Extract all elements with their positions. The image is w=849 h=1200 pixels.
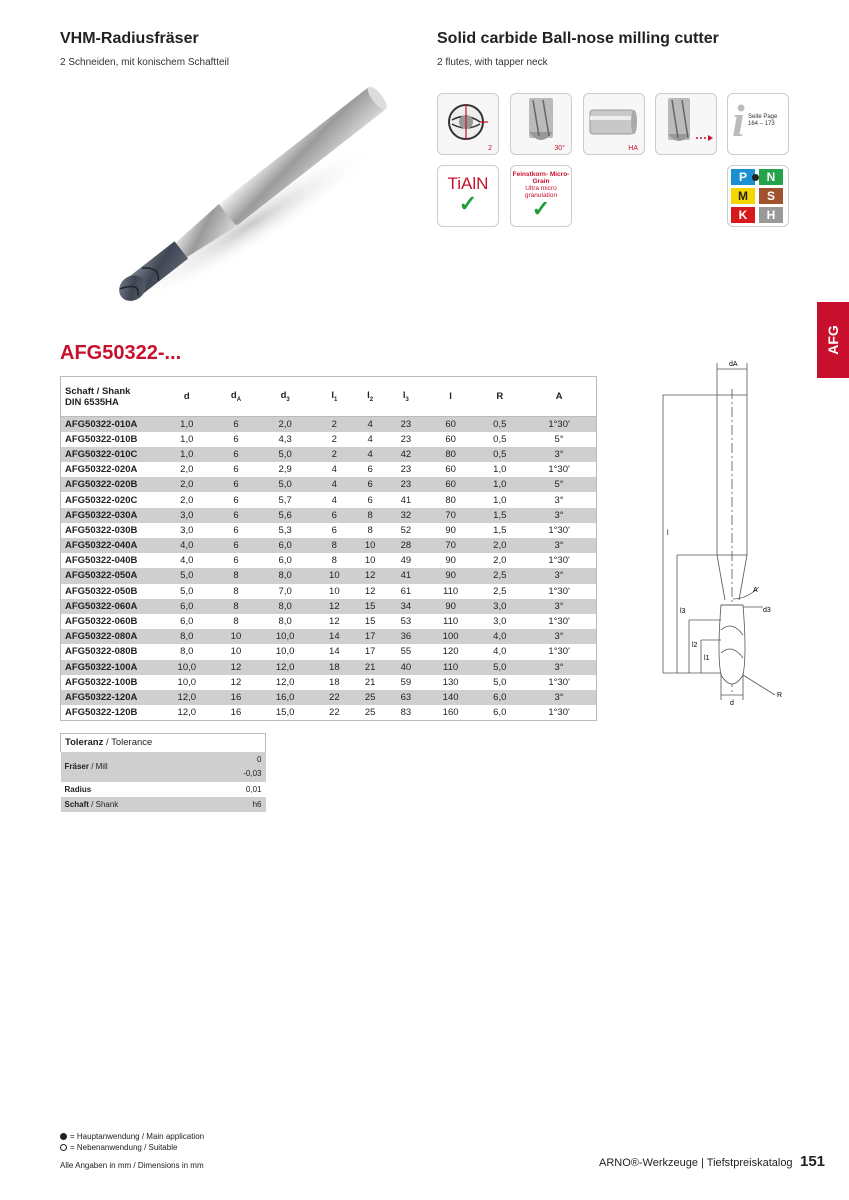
- table-cell: 2,0: [156, 477, 219, 492]
- footer-brand: ARNO®-Werkzeuge | Tiefstpreiskatalog: [599, 1157, 793, 1169]
- table-cell: 0,5: [493, 433, 507, 445]
- table-cell: 63: [388, 690, 424, 705]
- table-cell: 5,0: [254, 477, 317, 492]
- table-cell: 8: [352, 508, 388, 523]
- table-cell: 5,0: [493, 676, 507, 688]
- table-cell: 25: [364, 706, 376, 718]
- table-cell: 2,0: [180, 494, 194, 506]
- table-cell: 6,0: [477, 690, 522, 705]
- table-cell: 5,0: [180, 585, 194, 597]
- table-cell: 3°: [522, 568, 596, 583]
- table-cell: 16: [218, 690, 254, 705]
- label-d: d: [730, 700, 734, 707]
- table-cell: 140: [424, 690, 478, 705]
- table-cell: 16,0: [254, 690, 317, 705]
- page-number: 151: [800, 1153, 826, 1170]
- table-cell: 5,0: [477, 660, 522, 675]
- article-code: AFG50322-120A: [61, 690, 156, 705]
- coating-badge: [437, 165, 499, 227]
- table-cell: 12: [364, 585, 376, 597]
- table-cell: 6: [233, 494, 239, 506]
- table-cell: 5,6: [254, 508, 317, 523]
- article-code: AFG50322-030B: [65, 524, 138, 536]
- article-code: AFG50322-040A: [61, 538, 156, 553]
- table-cell: 130: [442, 676, 459, 688]
- table-cell: 6: [218, 508, 254, 523]
- table-cell: 10,0: [254, 629, 317, 644]
- filled-dot-icon: [60, 1133, 67, 1140]
- tolerance-shank-row: [61, 797, 266, 812]
- table-cell: 90: [424, 599, 478, 614]
- table-cell: 12,0: [156, 690, 219, 705]
- table-row: [61, 690, 597, 705]
- table-row: [61, 553, 597, 568]
- legend-suitable: = Nebenanwendung / Suitable: [60, 1143, 177, 1152]
- table-cell: 110: [443, 585, 459, 597]
- table-cell: 80: [424, 447, 478, 462]
- table-cell: 14: [316, 629, 352, 644]
- table-cell: 3,0: [180, 524, 194, 536]
- table-cell: 17: [364, 646, 376, 658]
- table-cell: 100: [424, 629, 478, 644]
- table-cell: 55: [400, 646, 412, 658]
- table-cell: 90: [445, 555, 456, 567]
- table-cell: 23: [400, 464, 412, 476]
- table-cell: 8,0: [180, 646, 194, 658]
- table-cell: 1,0: [477, 477, 522, 492]
- table-row: [61, 523, 597, 538]
- table-cell: 12,0: [177, 706, 197, 718]
- table-cell: 110: [424, 660, 478, 675]
- table-cell: 6: [331, 524, 337, 536]
- table-cell: 14: [329, 646, 340, 658]
- table-cell: 110: [443, 616, 459, 628]
- table-cell: 3°: [522, 538, 596, 553]
- table-cell: 2,5: [493, 585, 507, 597]
- table-cell: 6: [352, 477, 388, 492]
- tolerance-radius-row: [61, 782, 266, 797]
- article-title: AFG50322-...: [60, 342, 182, 364]
- table-cell: 28: [388, 538, 424, 553]
- table-cell: 15: [352, 599, 388, 614]
- table-cell: 12: [218, 660, 254, 675]
- article-code: AFG50322-050A: [61, 568, 156, 583]
- table-cell: 53: [400, 616, 412, 628]
- table-cell: 1,0: [180, 433, 194, 445]
- label-l2: l2: [692, 642, 698, 649]
- label-d3: d3: [763, 607, 771, 614]
- info-icon: i Seite Page 164 – 173: [727, 93, 789, 155]
- table-row: [61, 447, 597, 462]
- tolerance-title: Toleranz / Tolerance: [61, 734, 266, 752]
- table-cell: 2,5: [477, 568, 522, 583]
- table-cell: 6,0: [254, 538, 317, 553]
- table-cell: 36: [388, 629, 424, 644]
- material-k: K: [731, 207, 755, 223]
- table-cell: 6: [233, 524, 239, 536]
- flutes-value: 2: [488, 145, 492, 152]
- table-cell: 1,0: [493, 464, 507, 476]
- table-cell: 42: [388, 447, 424, 462]
- table-cell: 6: [218, 447, 254, 462]
- empty-dot-icon: [60, 1144, 67, 1151]
- article-code: AFG50322-020C: [65, 494, 138, 506]
- col-da: $d_A$: [218, 377, 254, 417]
- article-code: AFG50322-020A: [65, 464, 138, 476]
- table-cell: 90: [424, 568, 478, 583]
- table-row: [61, 538, 597, 553]
- table-cell: 15,0: [275, 706, 295, 718]
- table-cell: 1°30': [548, 616, 570, 628]
- article-code: AFG50322-040B: [65, 555, 138, 567]
- table-cell: 6: [218, 538, 254, 553]
- table-row: [61, 508, 597, 523]
- table-cell: 6: [367, 464, 373, 476]
- grain-title: Feinstkorn- Micro-Grain: [512, 171, 570, 185]
- table-cell: 59: [400, 676, 412, 688]
- table-cell: 12,0: [254, 660, 317, 675]
- table-cell: 4: [331, 494, 337, 506]
- table-cell: 4: [367, 433, 373, 445]
- table-cell: 1,0: [156, 447, 219, 462]
- coating-label: TiAlN: [447, 174, 489, 193]
- col-l1: $l_1$: [316, 377, 352, 417]
- table-cell: 10: [230, 646, 242, 658]
- tool-photo: [60, 85, 420, 315]
- table-cell: 3°: [522, 660, 596, 675]
- table-cell: 8,0: [156, 629, 219, 644]
- table-cell: 3,0: [156, 508, 219, 523]
- helix-value: 30°: [554, 145, 565, 152]
- col-l3: $l_3$: [388, 377, 424, 417]
- coolant-icon: [655, 93, 717, 155]
- check-icon: ✓: [531, 196, 551, 221]
- table-cell: 6,0: [156, 599, 219, 614]
- table-cell: 83: [400, 706, 412, 718]
- col-a: A: [522, 377, 596, 417]
- table-cell: 1°30': [548, 676, 570, 688]
- article-code: AFG50322-060A: [61, 599, 156, 614]
- table-cell: 5,7: [278, 494, 292, 506]
- table-cell: 23: [400, 433, 412, 445]
- table-cell: 1°30': [548, 464, 570, 476]
- table-cell: 2,9: [278, 464, 292, 476]
- table-cell: 3°: [522, 629, 596, 644]
- article-code: AFG50322-010B: [65, 433, 138, 445]
- table-cell: 3°: [522, 599, 596, 614]
- table-cell: 1,0: [156, 417, 219, 432]
- material-groups: [727, 165, 789, 227]
- table-row: [61, 584, 597, 599]
- table-cell: 21: [364, 676, 376, 688]
- table-row: [61, 614, 597, 629]
- table-cell: 10: [352, 538, 388, 553]
- table-row: [61, 417, 597, 432]
- table-cell: 1°30': [548, 524, 570, 536]
- subtitle-de: 2 Schneiden, mit konischem Schaftteil: [60, 57, 229, 68]
- dimensions-note: Alle Angaben in mm / Dimensions in mm: [60, 1161, 204, 1170]
- table-cell: 8: [233, 616, 239, 628]
- table-cell: 4,0: [477, 629, 522, 644]
- table-cell: 3°: [522, 508, 596, 523]
- table-cell: 4,0: [493, 646, 507, 658]
- flutes-icon: [437, 93, 499, 155]
- table-cell: 21: [352, 660, 388, 675]
- article-code: AFG50322-030A: [61, 508, 156, 523]
- article-code: AFG50322-050B: [65, 585, 138, 597]
- subtitle-en: 2 flutes, with tapper neck: [437, 57, 548, 68]
- table-cell: 22: [329, 706, 340, 718]
- table-row: [61, 462, 597, 477]
- helix-icon: [510, 93, 572, 155]
- check-icon: ✓: [458, 191, 478, 216]
- table-cell: 8: [367, 524, 373, 536]
- table-cell: 10,0: [156, 660, 219, 675]
- table-cell: 18: [316, 660, 352, 675]
- table-cell: 16: [230, 706, 242, 718]
- table-cell: 1°30': [548, 706, 570, 718]
- col-l: l: [424, 377, 478, 417]
- article-code: AFG50322-080B: [65, 646, 138, 658]
- col-r: R: [477, 377, 522, 417]
- table-cell: 60: [445, 433, 456, 445]
- table-cell: 8: [218, 599, 254, 614]
- table-cell: 23: [388, 417, 424, 432]
- main-application-dot: [752, 174, 759, 181]
- table-cell: 2,0: [180, 464, 194, 476]
- table-cell: 1,0: [493, 494, 507, 506]
- table-cell: 2,0: [493, 555, 507, 567]
- table-cell: 10: [329, 585, 340, 597]
- material-s: S: [759, 188, 783, 204]
- table-cell: 5,3: [278, 524, 292, 536]
- table-cell: 2,0: [477, 538, 522, 553]
- table-cell: 3,0: [477, 599, 522, 614]
- tolerance-shank-value: h6: [252, 799, 262, 809]
- table-row: [61, 660, 597, 675]
- table-cell: 22: [316, 690, 352, 705]
- title-de: VHM-Radiusfräser: [60, 30, 199, 47]
- col-l2: $l_2$: [352, 377, 388, 417]
- table-cell: 120: [442, 646, 459, 658]
- table-cell: 6,0: [278, 555, 292, 567]
- table-cell: 1°30': [548, 555, 570, 567]
- table-cell: 4: [352, 417, 388, 432]
- table-cell: 1°30': [548, 646, 570, 658]
- table-header-row: [61, 377, 597, 417]
- table-cell: 10,0: [275, 646, 295, 658]
- table-cell: 23: [388, 477, 424, 492]
- article-code: AFG50322-080A: [61, 629, 156, 644]
- table-cell: 90: [445, 524, 456, 536]
- tolerance-mill-label: Fräser / Mill: [64, 762, 108, 771]
- article-code: AFG50322-060B: [65, 616, 138, 628]
- table-cell: 10: [364, 555, 376, 567]
- article-table: [60, 376, 597, 721]
- table-cell: 8: [316, 538, 352, 553]
- table-cell: 2: [316, 417, 352, 432]
- table-row: [61, 432, 597, 447]
- tolerance-shank-label: Schaft / Shank: [64, 799, 119, 809]
- table-cell: 4,0: [156, 538, 219, 553]
- table-cell: 61: [400, 585, 412, 597]
- table-cell: 4: [316, 477, 352, 492]
- info-page-range: 164 – 173: [748, 121, 775, 127]
- label-r: R: [777, 692, 783, 699]
- shank-icon: [583, 93, 645, 155]
- table-cell: 70: [424, 508, 478, 523]
- table-cell: 7,0: [278, 585, 292, 597]
- section-tab-label: AFG: [825, 325, 841, 355]
- table-cell: 6: [218, 417, 254, 432]
- material-p: P: [731, 169, 755, 185]
- label-l1: l1: [704, 655, 710, 662]
- table-cell: 60: [445, 464, 456, 476]
- table-cell: 6,0: [180, 616, 194, 628]
- material-h: H: [759, 207, 783, 223]
- grain-badge: [510, 165, 572, 227]
- table-cell: 40: [388, 660, 424, 675]
- article-code: AFG50322-020B: [61, 477, 156, 492]
- col-shank: Schaft / Shank DIN 6535HA: [61, 377, 156, 417]
- table-cell: 60: [424, 417, 478, 432]
- table-cell: 8: [233, 585, 239, 597]
- table-cell: 1,5: [493, 524, 507, 536]
- table-cell: 0,5: [477, 447, 522, 462]
- table-row: [61, 477, 597, 492]
- label-da: dA: [729, 361, 738, 368]
- table-cell: 8,0: [254, 568, 317, 583]
- table-cell: 3°: [522, 690, 596, 705]
- table-cell: 12: [329, 616, 340, 628]
- table-row: [61, 675, 597, 690]
- table-cell: 6: [367, 494, 373, 506]
- table-cell: 2: [331, 433, 337, 445]
- table-cell: 12: [352, 568, 388, 583]
- table-cell: 8,0: [254, 599, 317, 614]
- table-cell: 4: [331, 464, 337, 476]
- table-row: [61, 629, 597, 644]
- article-code: AFG50322-010C: [61, 447, 156, 462]
- tolerance-radius-label: Radius: [64, 784, 92, 794]
- table-cell: 4: [352, 447, 388, 462]
- table-cell: 4,3: [278, 433, 292, 445]
- table-cell: 1°30': [548, 585, 570, 597]
- table-cell: 60: [424, 477, 478, 492]
- table-cell: 5°: [554, 433, 564, 445]
- technical-drawing: [655, 355, 805, 720]
- tolerance-mill-value: 0 -0,03: [243, 754, 262, 778]
- table-cell: 70: [424, 538, 478, 553]
- table-cell: 8: [331, 555, 337, 567]
- table-cell: 80: [445, 494, 456, 506]
- table-cell: 10: [316, 568, 352, 583]
- table-cell: 18: [329, 676, 340, 688]
- table-row: [61, 644, 597, 659]
- table-cell: 8,0: [278, 616, 292, 628]
- label-l3: l3: [680, 608, 686, 615]
- table-cell: 5°: [522, 477, 596, 492]
- col-d: d: [156, 377, 219, 417]
- table-cell: 49: [400, 555, 412, 567]
- table-cell: 10,0: [177, 676, 197, 688]
- tolerance-mill-row: [61, 752, 266, 782]
- table-cell: 4,0: [180, 555, 194, 567]
- table-cell: 12: [230, 676, 242, 688]
- table-cell: 3°: [522, 447, 596, 462]
- table-cell: 32: [388, 508, 424, 523]
- article-code: AFG50322-100B: [65, 676, 138, 688]
- material-n: N: [759, 169, 783, 185]
- table-cell: 6: [233, 464, 239, 476]
- section-tab[interactable]: [817, 302, 849, 378]
- label-l: l: [667, 530, 669, 537]
- table-cell: 3,0: [493, 616, 507, 628]
- article-code: AFG50322-100A: [61, 660, 156, 675]
- table-cell: 0,5: [477, 417, 522, 432]
- shank-value: HA: [628, 145, 638, 152]
- grain-subtitle: Ultra micro granulation: [524, 185, 558, 199]
- tolerance-table: [60, 733, 266, 812]
- table-cell: 2: [316, 447, 352, 462]
- table-row: [61, 705, 597, 720]
- table-cell: 5,0: [156, 568, 219, 583]
- table-cell: 12,0: [275, 676, 295, 688]
- table-cell: 2,0: [254, 417, 317, 432]
- material-m: M: [731, 188, 755, 204]
- table-cell: 12: [316, 599, 352, 614]
- table-cell: 34: [388, 599, 424, 614]
- info-page-label: Seite Page: [748, 114, 778, 120]
- table-cell: 25: [352, 690, 388, 705]
- table-cell: 1,5: [477, 508, 522, 523]
- title-en: Solid carbide Ball-nose milling cutter: [437, 30, 719, 47]
- table-cell: 41: [400, 494, 412, 506]
- table-cell: 1°30': [522, 417, 596, 432]
- label-a: A: [753, 587, 758, 594]
- table-cell: 6: [233, 433, 239, 445]
- table-cell: 15: [364, 616, 376, 628]
- table-cell: 6: [316, 508, 352, 523]
- table-cell: 6: [233, 555, 239, 567]
- table-cell: 5,0: [254, 447, 317, 462]
- table-cell: 41: [388, 568, 424, 583]
- article-code: AFG50322-120B: [65, 706, 138, 718]
- table-row: [61, 599, 597, 614]
- table-cell: 17: [352, 629, 388, 644]
- legend-main: = Hauptanwendung / Main application: [60, 1132, 204, 1141]
- article-code: AFG50322-010A: [61, 417, 156, 432]
- tolerance-radius-value: 0,01: [245, 784, 262, 794]
- table-cell: 8: [218, 568, 254, 583]
- table-cell: 3°: [554, 494, 564, 506]
- table-cell: 52: [400, 524, 412, 536]
- table-row: [61, 568, 597, 583]
- table-cell: 6: [218, 477, 254, 492]
- table-row: [61, 492, 597, 507]
- table-cell: 6,0: [493, 706, 507, 718]
- col-d3: $d_3$: [254, 377, 317, 417]
- table-cell: 10: [218, 629, 254, 644]
- table-cell: 160: [442, 706, 459, 718]
